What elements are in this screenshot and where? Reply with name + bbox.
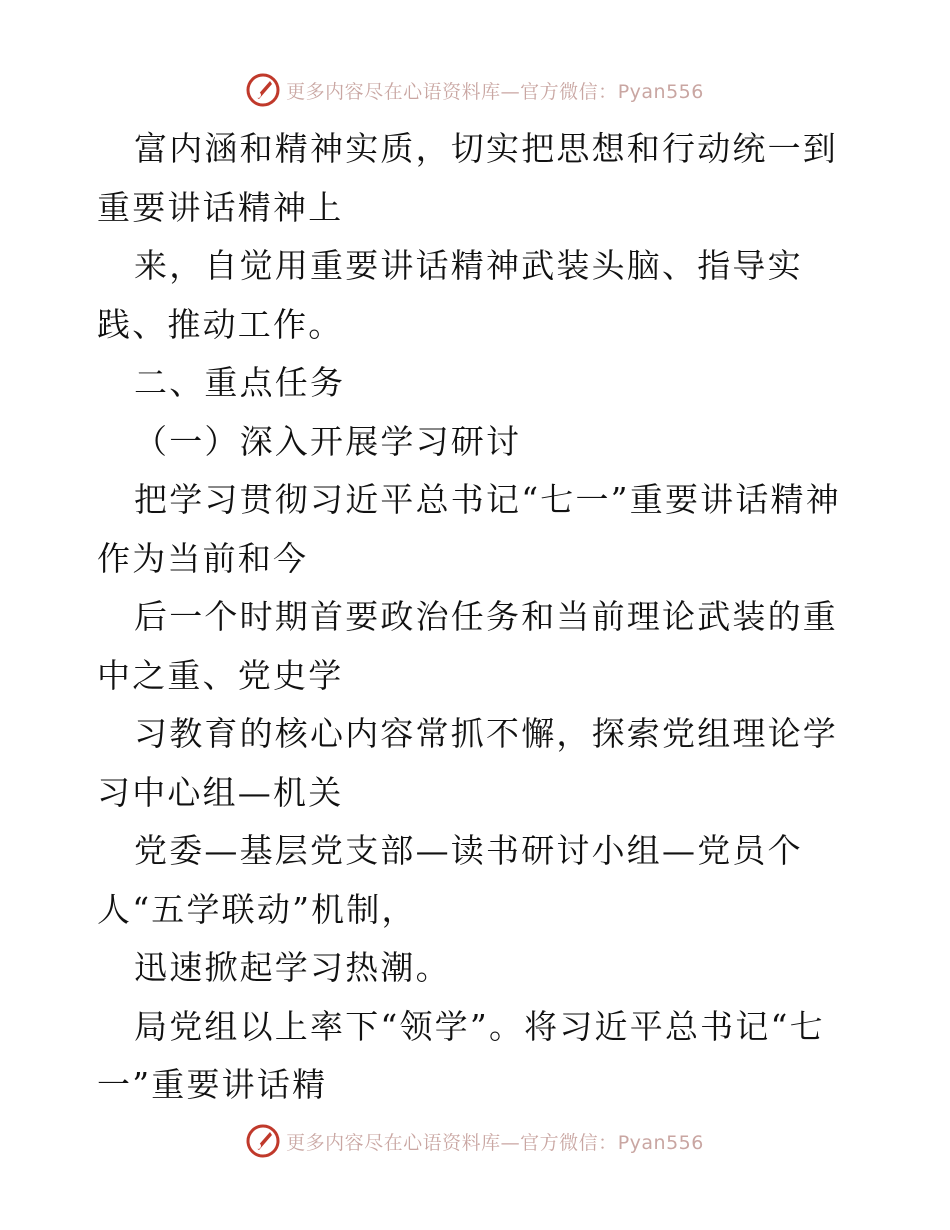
header-separator: — xyxy=(500,80,521,103)
body-paragraph: 党委—基层党支部—读书研讨小组—党员个人“五学联动”机制， xyxy=(97,831,803,929)
subsection-heading: （一）深入开展学习研讨 xyxy=(134,421,522,461)
header-site-text: 更多内容尽在心语资料库 xyxy=(286,80,501,103)
header-wechat-label: 官方微信： xyxy=(520,80,618,103)
footer-separator: — xyxy=(500,1131,521,1154)
footer-watermark-text xyxy=(286,1128,704,1155)
document-body xyxy=(97,120,857,1115)
body-paragraph: 把学习贯彻习近平总书记“七一”重要讲话精神作为当前和今 xyxy=(97,480,841,578)
body-paragraph: 后一个时期首要政治任务和当前理论武装的重中之重、党史学 xyxy=(97,597,838,695)
body-paragraph: 局党组以上率下“领学”。将习近平总书记“七一”重要讲话精 xyxy=(97,1006,825,1104)
header-watermark-text xyxy=(286,77,704,104)
footer-wechat-id: Pyan556 xyxy=(617,1131,704,1154)
footer-watermark xyxy=(0,1121,950,1161)
quill-pen-logo-icon xyxy=(246,1124,280,1158)
body-paragraph: 迅速掀起学习热潮。 xyxy=(134,948,451,987)
body-paragraph: 来，自觉用重要讲话精神武装头脑、指导实践、推动工作。 xyxy=(97,246,803,344)
quill-pen-logo-icon xyxy=(246,73,280,107)
section-heading: 二、重点任务 xyxy=(134,363,346,402)
header-wechat-id: Pyan556 xyxy=(617,80,704,103)
body-paragraph: 富内涵和精神实质，切实把思想和行动统一到重要讲话精神上 xyxy=(97,129,838,227)
footer-wechat-label: 官方微信： xyxy=(520,1131,618,1154)
header-watermark xyxy=(0,70,950,110)
footer-site-text: 更多内容尽在心语资料库 xyxy=(286,1131,501,1154)
body-paragraph: 习教育的核心内容常抓不懈，探索党组理论学习中心组—机关 xyxy=(97,714,838,812)
